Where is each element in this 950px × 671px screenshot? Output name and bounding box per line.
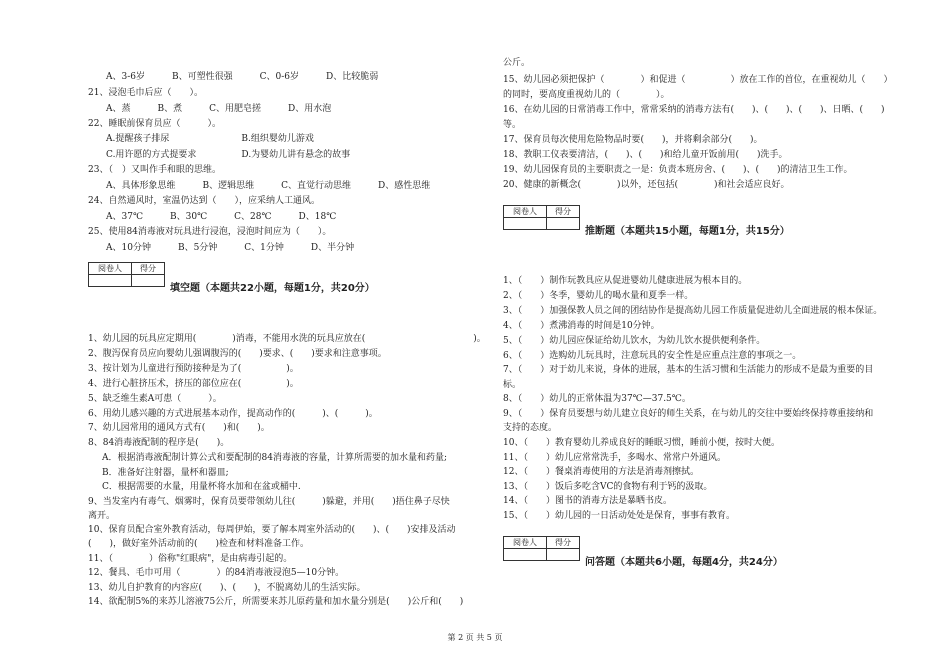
fill-line: 的同时，要高度重视幼儿的（ ）。 (503, 90, 670, 100)
mc-option-line: A、3-6岁 B、可塑性很强 C、0-6岁 D、比较脆弱 (106, 72, 379, 82)
reviewer-cell (89, 275, 132, 287)
judge-line: 12、（ ）餐桌消毒使用的方法是消毒剂擦拭。 (503, 467, 699, 477)
mc-option-line: A、10分钟 B、5分钟 C、1分钟 D、半分钟 (106, 243, 355, 253)
fill-line: 5、缺乏维生素A可患（ ）。 (88, 394, 222, 404)
judge-line: 10、（ ）教育婴幼儿养成良好的睡眠习惯，睡前小便，按时大便。 (503, 438, 780, 448)
mc-question: 21、浸泡毛巾后应（ ）。 (88, 88, 203, 98)
score-label: 得分 (132, 263, 165, 275)
reviewer-label: 阅卷人 (89, 263, 132, 275)
fill-line: 1、幼儿园的玩具应定期用( )消毒，不能用水洗的玩具应放在( )。 (88, 334, 486, 344)
fill-line: 17、保育员每次使用危险物品时要( )，并将剩余部分( )。 (503, 135, 763, 145)
judge-line: 8、（ ）幼儿的正常体温为37℃—37.5℃。 (503, 394, 691, 404)
mc-option-line: C.用许愿的方式提要求 D.为婴幼儿讲有悬念的故事 (106, 150, 351, 160)
fill-line: 18、教职工仪表要清洁，( )、( )和给儿童开饭前用( )洗手。 (503, 150, 788, 160)
judge-line: 6、（ ）选购幼儿玩具时，注意玩具的安全性是应重点注意的事项之一。 (503, 351, 802, 361)
judge-line: 11、（ ）幼儿应常常洗手，多喝水、常常户外通风。 (503, 453, 726, 463)
mc-question: 24、自然通风时，室温仍达到（ ），应采纳人工通风。 (88, 196, 320, 206)
score-box (503, 536, 580, 561)
fill-line: 4、进行心脏挤压术，挤压的部位应在( )。 (88, 379, 299, 389)
fill-subline: A．根据消毒液配制计算公式和要配制的84消毒液的容量，计算所需要的加水量和药量; (102, 453, 447, 463)
reviewer-cell (504, 549, 547, 561)
section-title-judge: 推断题（本题共15小题，每题1分，共15分） (585, 226, 790, 237)
fill-line: ( )，做好室外活动前的( )检查和材料准备工作。 (88, 539, 310, 549)
fill-line: 16、在幼儿园的日常消毒工作中，常常采纳的消毒方法有( )、( )、( )、日晒、( ) (503, 105, 885, 115)
fill-line: 14、欲配制5%的来苏儿溶液75公斤，所需要来苏儿原药量和加水量分别是( )公斤和( ) (88, 597, 464, 607)
judge-line: 13、（ ）饭后多吃含VC的食物有利于钙的汲取。 (503, 482, 713, 492)
fill-line: 9、当发室内有毒气、烟雾时，保育员要带领幼儿往( )躲避，并用( )捂住鼻子尽快 (88, 497, 450, 507)
mc-option-line: A、具体形象思维 B、逻辑思维 C、直觉行动思维 D、感性思维 (106, 181, 431, 191)
fill-line: 11、（ ）俗称"红眼病"，是由病毒引起的。 (88, 554, 293, 564)
judge-line: 4、（ ）煮沸消毒的时间是10分钟。 (503, 321, 660, 331)
reviewer-cell (504, 218, 547, 230)
judge-line: 1、（ ）制作玩教具应从促进婴幼儿健康进展为根本目的。 (503, 276, 748, 286)
fill-line: 13、幼儿自护教育的内容应( )、( )，不脱离幼儿的生活实际。 (88, 583, 366, 593)
fill-line: 12、餐具、毛巾可用（ ）的84消毒液浸泡5—10分钟。 (88, 568, 345, 578)
score-cell (547, 218, 580, 230)
fill-line: 20、健康的新概念( )以外，还包括( )和社会适应良好。 (503, 180, 790, 190)
fill-line: 6、用幼儿感兴趣的方式进展基本动作，提高动作的( )、( )。 (88, 409, 378, 419)
judge-line: 7、（ ）对于幼儿来说，身体的进展，基本的生活习惯和生活能力的形成不是最为重要的目 (503, 365, 874, 375)
fill-line: 7、幼儿园常用的通风方式有( )和( )。 (88, 423, 270, 433)
mc-option-line: A、37℃ B、30℃ C、28℃ D、18℃ (106, 212, 337, 222)
judge-line: 3、（ ）加强保教人员之间的团结协作是提高幼儿园工作质量促进幼儿全面进展的根本保证。 (503, 306, 883, 316)
fill-line: 离开。 (88, 511, 116, 521)
fill-line: 等。 (503, 120, 522, 130)
mc-question: 23、（ ）又叫作手和眼的思维。 (88, 165, 221, 175)
section-title-fill: 填空题（本题共22小题，每题1分，共20分） (170, 283, 375, 294)
fill-subline: C．根据需要的水量，用量杯将水加和在盆或桶中. (102, 482, 301, 492)
reviewer-label: 阅卷人 (504, 206, 547, 218)
mc-question: 22、睡眠前保育员应（ ）。 (88, 119, 221, 129)
mc-question: 25、使用84消毒液对玩具进行浸泡，浸泡时间应为（ ）。 (88, 227, 332, 237)
reviewer-label: 阅卷人 (504, 537, 547, 549)
page-footer: 第 2 页 共 5 页 (447, 633, 503, 642)
score-label: 得分 (547, 206, 580, 218)
judge-line: 标。 (503, 380, 522, 390)
section-title-qa: 问答题（本题共6小题，每题4分，共24分） (585, 557, 783, 568)
score-box (503, 205, 580, 230)
judge-line: 9、（ ）保育员要想与幼儿建立良好的师生关系，在与幼儿的交往中要始终保持尊重接纳和 (503, 409, 874, 419)
fill-line: 公斤。 (503, 58, 531, 68)
fill-subline: B．准备好注射器，量杯和器皿; (102, 468, 229, 478)
fill-line: 3、按计划为儿童进行预防接种是为了( )。 (88, 364, 299, 374)
fill-line: 8、84消毒液配制的程序是( )。 (88, 438, 230, 448)
fill-line: 19、幼儿园保育员的主要职责之一是：负责本班房舍、( )、( )的清洁卫生工作。 (503, 165, 853, 175)
judge-line: 14、（ ）图书的消毒方法是暴晒书皮。 (503, 496, 672, 506)
judge-line: 2、（ ）冬季，婴幼儿的喝水量和夏季一样。 (503, 291, 694, 301)
judge-line: 15、（ ）幼儿园的一日活动处处是保育，事事有教育。 (503, 511, 735, 521)
fill-line: 15、幼儿园必须把保护（ ）和促进（ ）放在工作的首位，在重视幼儿（ ） (503, 75, 893, 85)
fill-line: 10、保育员配合室外教育活动，每周伊始，要了解本周室外活动的( )、( )安排及活动 (88, 525, 456, 535)
score-label: 得分 (547, 537, 580, 549)
score-cell (547, 549, 580, 561)
fill-line: 2、腹泻保育员应向婴幼儿强调腹泻的( )要求、( )要求和注意事项。 (88, 349, 387, 359)
judge-line: 支持的态度。 (503, 423, 558, 433)
score-box (88, 262, 165, 287)
score-cell (132, 275, 165, 287)
mc-option-line: A.提醒孩子排尿 B.组织婴幼儿游戏 (106, 134, 314, 144)
judge-line: 5、（ ）幼儿园应保证给幼儿饮水，为幼儿饮水提供便利条件。 (503, 336, 766, 346)
mc-option-line: A、蒸 B、煮 C、用肥皂搓 D、用水泡 (106, 104, 332, 114)
